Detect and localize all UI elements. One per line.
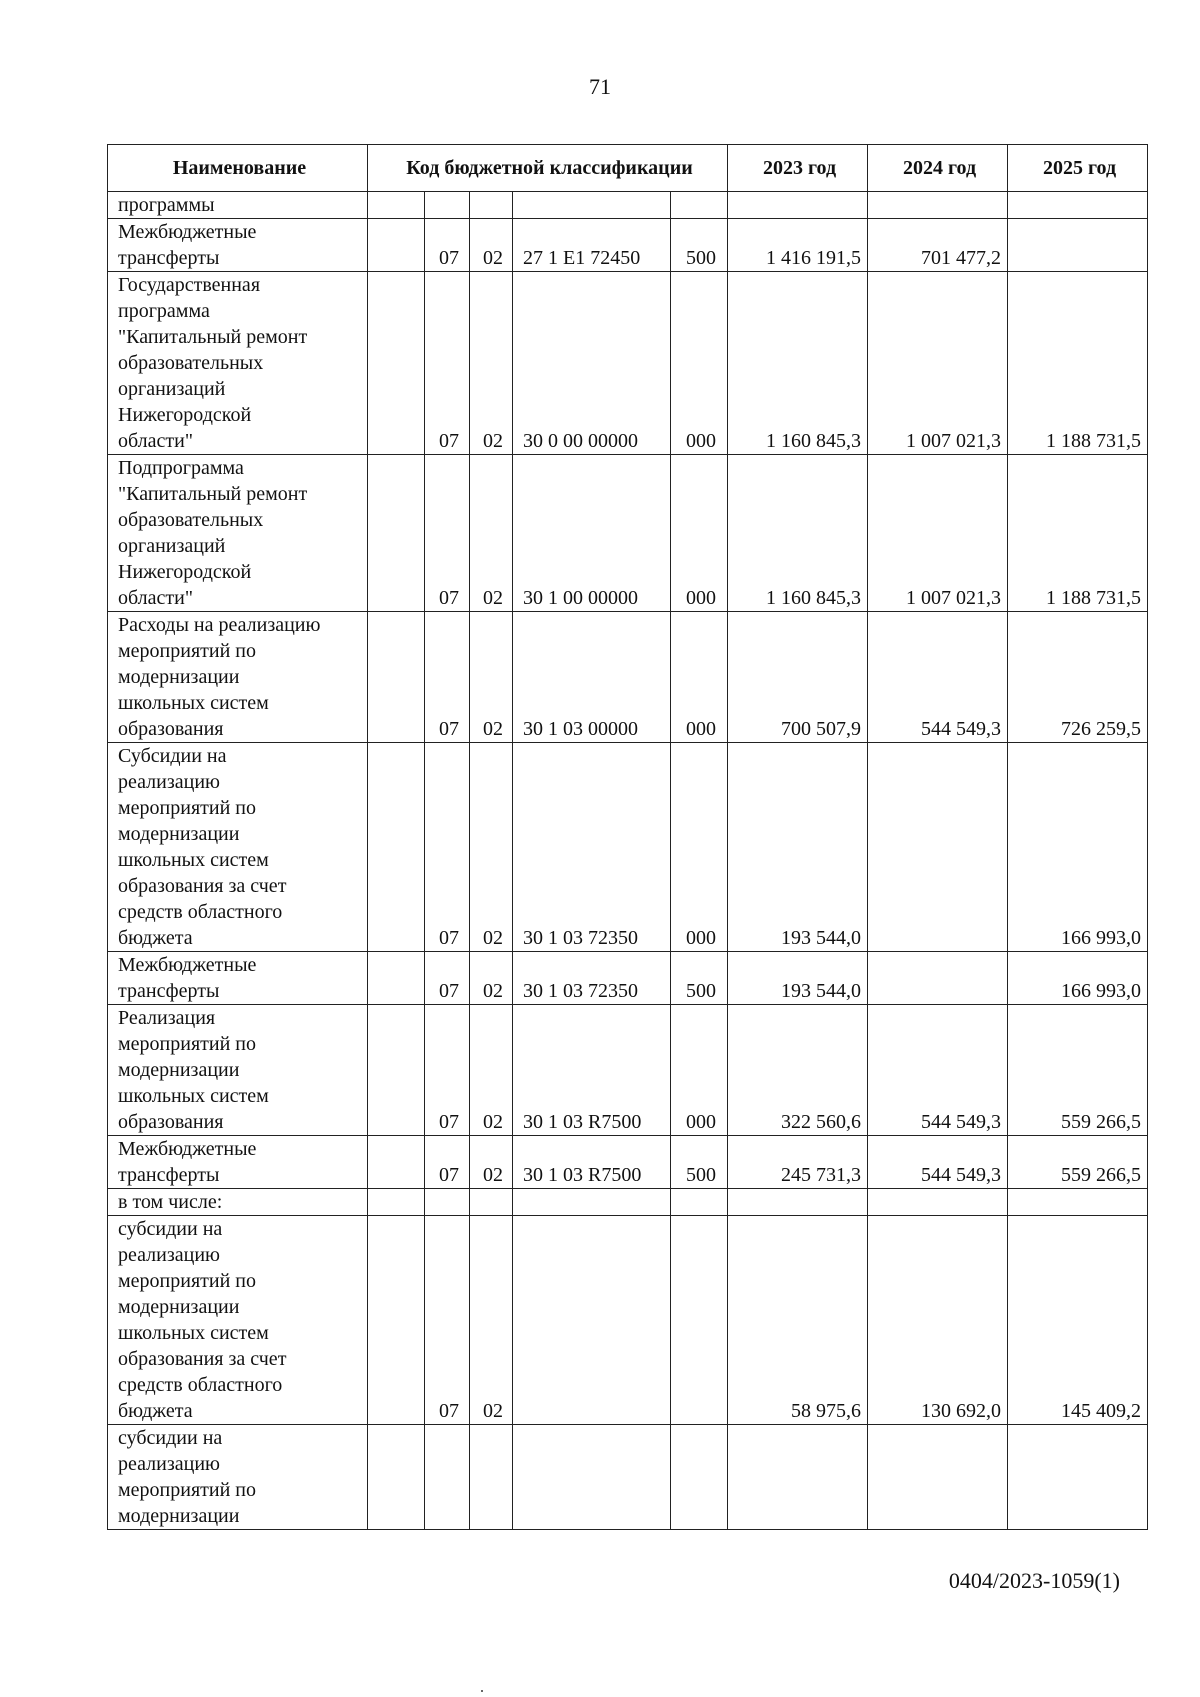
page-number: 71 <box>589 74 611 99</box>
cell-expense-type: 500 <box>671 952 728 1005</box>
cell-2024: 1 007 021,3 <box>868 455 1008 612</box>
cell-2023: 193 544,0 <box>728 952 868 1005</box>
cell-target-article: 30 1 00 00000 <box>513 455 671 612</box>
cell-section: 07 <box>425 455 470 612</box>
cell-subsection: 02 <box>470 1005 513 1136</box>
cell-subsection: 02 <box>470 272 513 455</box>
cell-code-1 <box>368 1189 425 1216</box>
cell-2024 <box>868 1425 1008 1530</box>
cell-section <box>425 1425 470 1530</box>
cell-subsection <box>470 1425 513 1530</box>
cell-target-article: 30 1 03 72350 <box>513 952 671 1005</box>
cell-name: Субсидии на реализацию мероприятий по модернизации школьных систем образования за счет средств областного бюджета <box>108 743 368 952</box>
cell-code-1 <box>368 612 425 743</box>
cell-code-1 <box>368 192 425 219</box>
table-row <box>108 455 1148 612</box>
cell-code-1 <box>368 455 425 612</box>
cell-name: в том числе: <box>108 1189 368 1216</box>
scan-dot <box>481 1690 483 1692</box>
cell-2025: 559 266,5 <box>1008 1136 1148 1189</box>
table-row <box>108 952 1148 1005</box>
cell-2024: 544 549,3 <box>868 1136 1008 1189</box>
cell-section: 07 <box>425 1136 470 1189</box>
cell-2025: 559 266,5 <box>1008 1005 1148 1136</box>
header-2023: 2023 год <box>728 145 868 192</box>
cell-2024 <box>868 952 1008 1005</box>
cell-2024 <box>868 192 1008 219</box>
cell-subsection: 02 <box>470 743 513 952</box>
cell-code-1 <box>368 272 425 455</box>
cell-expense-type <box>671 1189 728 1216</box>
cell-subsection <box>470 1189 513 1216</box>
cell-2023: 322 560,6 <box>728 1005 868 1136</box>
cell-code-1 <box>368 1136 425 1189</box>
cell-subsection: 02 <box>470 455 513 612</box>
header-name: Наименование <box>108 145 368 192</box>
cell-name: Межбюджетные трансферты <box>108 1136 368 1189</box>
cell-target-article: 30 1 03 72350 <box>513 743 671 952</box>
cell-code-1 <box>368 219 425 272</box>
cell-expense-type <box>671 1216 728 1425</box>
cell-2024 <box>868 1189 1008 1216</box>
cell-name: Расходы на реализацию мероприятий по модернизации школьных систем образования <box>108 612 368 743</box>
cell-2025 <box>1008 1425 1148 1530</box>
cell-2025 <box>1008 192 1148 219</box>
cell-2024: 544 549,3 <box>868 612 1008 743</box>
cell-2025 <box>1008 219 1148 272</box>
cell-name: Подпрограмма "Капитальный ремонт образовательных организаций Нижегородской области" <box>108 455 368 612</box>
cell-code-1 <box>368 952 425 1005</box>
cell-2025 <box>1008 1189 1148 1216</box>
cell-expense-type: 000 <box>671 612 728 743</box>
table-row <box>108 219 1148 272</box>
cell-2025: 166 993,0 <box>1008 952 1148 1005</box>
cell-2023: 1 160 845,3 <box>728 455 868 612</box>
cell-2023: 1 416 191,5 <box>728 219 868 272</box>
cell-expense-type: 000 <box>671 455 728 612</box>
header-budget-code: Код бюджетной классификации <box>368 145 728 192</box>
cell-name: Межбюджетные трансферты <box>108 952 368 1005</box>
cell-name: субсидии на реализацию мероприятий по модернизации <box>108 1425 368 1530</box>
cell-section: 07 <box>425 1005 470 1136</box>
table-row <box>108 1136 1148 1189</box>
table-row <box>108 192 1148 219</box>
cell-section: 07 <box>425 612 470 743</box>
cell-target-article: 30 1 03 00000 <box>513 612 671 743</box>
cell-subsection <box>470 192 513 219</box>
cell-section: 07 <box>425 743 470 952</box>
table-row <box>108 272 1148 455</box>
cell-code-1 <box>368 743 425 952</box>
cell-2025: 1 188 731,5 <box>1008 272 1148 455</box>
cell-2024 <box>868 743 1008 952</box>
cell-expense-type: 500 <box>671 219 728 272</box>
cell-2023 <box>728 192 868 219</box>
cell-target-article: 30 1 03 R7500 <box>513 1005 671 1136</box>
cell-2024: 701 477,2 <box>868 219 1008 272</box>
cell-subsection: 02 <box>470 952 513 1005</box>
cell-2023: 58 975,6 <box>728 1216 868 1425</box>
cell-2023 <box>728 1189 868 1216</box>
cell-subsection: 02 <box>470 219 513 272</box>
budget-table <box>107 144 1148 1530</box>
header-2025: 2025 год <box>1008 145 1148 192</box>
cell-2024: 544 549,3 <box>868 1005 1008 1136</box>
cell-2023: 700 507,9 <box>728 612 868 743</box>
cell-name: программы <box>108 192 368 219</box>
cell-2024: 1 007 021,3 <box>868 272 1008 455</box>
cell-code-1 <box>368 1005 425 1136</box>
cell-target-article <box>513 1216 671 1425</box>
table-row <box>108 612 1148 743</box>
cell-code-1 <box>368 1425 425 1530</box>
cell-subsection: 02 <box>470 612 513 743</box>
cell-section: 07 <box>425 219 470 272</box>
table-header-row <box>108 145 1148 192</box>
cell-name: Государственная программа "Капитальный ремонт образовательных организаций Нижегородской области" <box>108 272 368 455</box>
cell-2023: 1 160 845,3 <box>728 272 868 455</box>
document-id: 0404/2023-1059(1) <box>948 1568 1120 1593</box>
cell-2024: 130 692,0 <box>868 1216 1008 1425</box>
cell-expense-type <box>671 192 728 219</box>
cell-section <box>425 1189 470 1216</box>
cell-section: 07 <box>425 1216 470 1425</box>
cell-target-article: 27 1 Е1 72450 <box>513 219 671 272</box>
table-row <box>108 1425 1148 1530</box>
cell-2025: 1 188 731,5 <box>1008 455 1148 612</box>
cell-target-article: 30 1 03 R7500 <box>513 1136 671 1189</box>
cell-name: субсидии на реализацию мероприятий по модернизации школьных систем образования за счет средств областного бюджета <box>108 1216 368 1425</box>
cell-code-1 <box>368 1216 425 1425</box>
cell-expense-type: 000 <box>671 743 728 952</box>
cell-2025: 145 409,2 <box>1008 1216 1148 1425</box>
cell-2023: 193 544,0 <box>728 743 868 952</box>
cell-2025: 166 993,0 <box>1008 743 1148 952</box>
cell-target-article <box>513 1189 671 1216</box>
cell-target-article <box>513 1425 671 1530</box>
table-body <box>108 192 1148 1530</box>
cell-subsection: 02 <box>470 1216 513 1425</box>
header-2024: 2024 год <box>868 145 1008 192</box>
cell-expense-type <box>671 1425 728 1530</box>
cell-expense-type: 000 <box>671 1005 728 1136</box>
table-row <box>108 1216 1148 1425</box>
table-row <box>108 743 1148 952</box>
cell-subsection: 02 <box>470 1136 513 1189</box>
cell-target-article <box>513 192 671 219</box>
cell-section <box>425 192 470 219</box>
cell-2023: 245 731,3 <box>728 1136 868 1189</box>
cell-2023 <box>728 1425 868 1530</box>
cell-section: 07 <box>425 952 470 1005</box>
cell-2025: 726 259,5 <box>1008 612 1148 743</box>
cell-section: 07 <box>425 272 470 455</box>
table-row <box>108 1005 1148 1136</box>
cell-expense-type: 000 <box>671 272 728 455</box>
cell-name: Межбюджетные трансферты <box>108 219 368 272</box>
cell-name: Реализация мероприятий по модернизации школьных систем образования <box>108 1005 368 1136</box>
cell-expense-type: 500 <box>671 1136 728 1189</box>
cell-target-article: 30 0 00 00000 <box>513 272 671 455</box>
table-row <box>108 1189 1148 1216</box>
